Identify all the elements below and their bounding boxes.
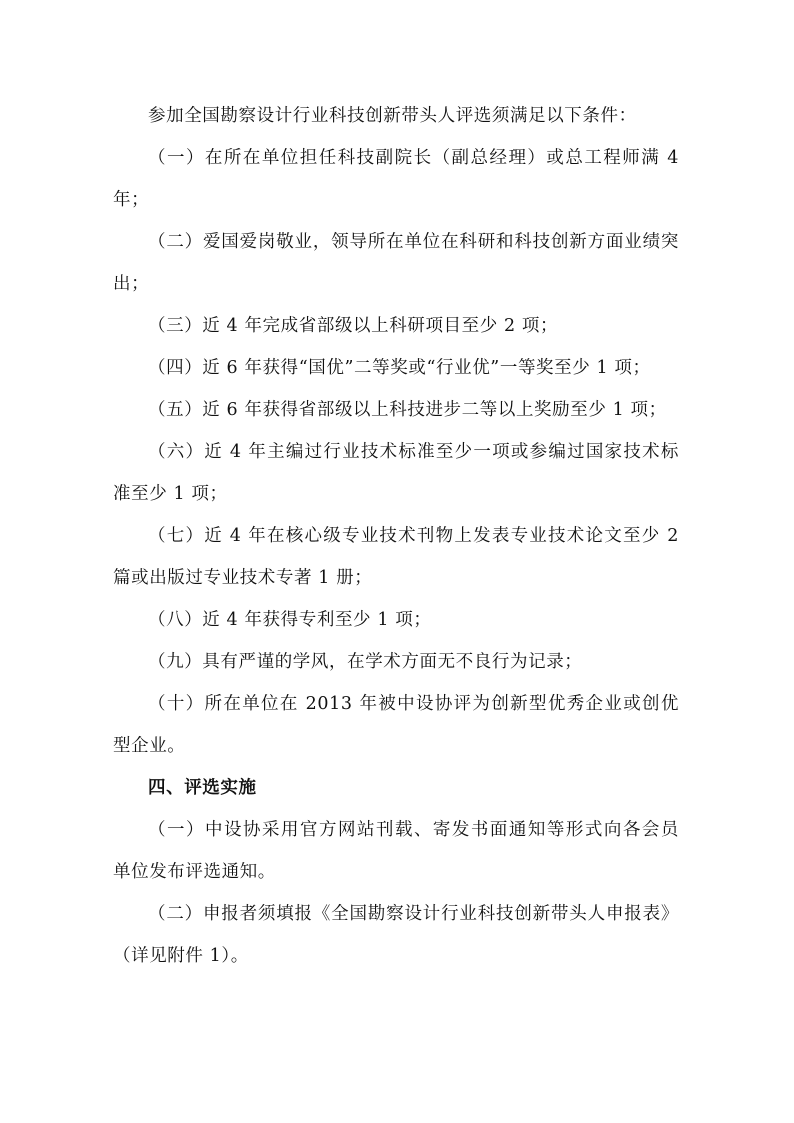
condition-10-line-1: （十）所在单位在 2013 年被中设协评为创新型优秀企业或创优 [148,694,679,714]
condition-1-line-1: （一）在所在单位担任科技副院长（副总经理）或总工程师满 4 [148,148,679,168]
condition-10-line-2: 型企业。 [113,736,186,756]
document-body [113,95,679,977]
implementation-1-line-2: 单位发布评选通知。 [113,862,276,882]
condition-7-line-2: 篇或出版过专业技术专著 1 册； [113,568,373,588]
condition-2-line-2: 出； [113,274,150,294]
condition-6-line-1: （六）近 4 年主编过行业技术标准至少一项或参编过国家技术标 [148,442,679,462]
condition-8: （八）近 4 年获得专利至少 1 项； [148,610,432,630]
implementation-1-line-1: （一）中设协采用官方网站刊载、寄发书面通知等形式向各会员 [148,820,679,840]
implementation-2-line-1: （二）申报者须填报《全国勘察设计行业科技创新带头人申报表》 [148,904,679,924]
intro-paragraph: 参加全国勘察设计行业科技创新带头人评选须满足以下条件： [148,106,637,126]
condition-4: （四）近 6 年获得“国优”二等奖或“行业优”一等奖至少 1 项； [148,358,651,378]
condition-6-line-2: 准至少 1 项； [113,484,228,504]
section-heading: 四、评选实施 [148,778,257,798]
condition-7-line-1: （七）近 4 年在核心级专业技术刊物上发表专业技术论文至少 2 [148,526,679,546]
condition-3: （三）近 4 年完成省部级以上科研项目至少 2 项； [148,316,559,336]
condition-5: （五）近 6 年获得省部级以上科技进步二等以上奖励至少 1 项； [148,400,667,420]
implementation-2-line-2: （详见附件 1）。 [113,946,249,966]
condition-2-line-1: （二）爱国爱岗敬业，领导所在单位在科研和科技创新方面业绩突 [148,232,679,252]
condition-9: （九）具有严谨的学风，在学术方面无不良行为记录； [148,652,583,672]
condition-1-line-2: 年； [113,190,150,210]
